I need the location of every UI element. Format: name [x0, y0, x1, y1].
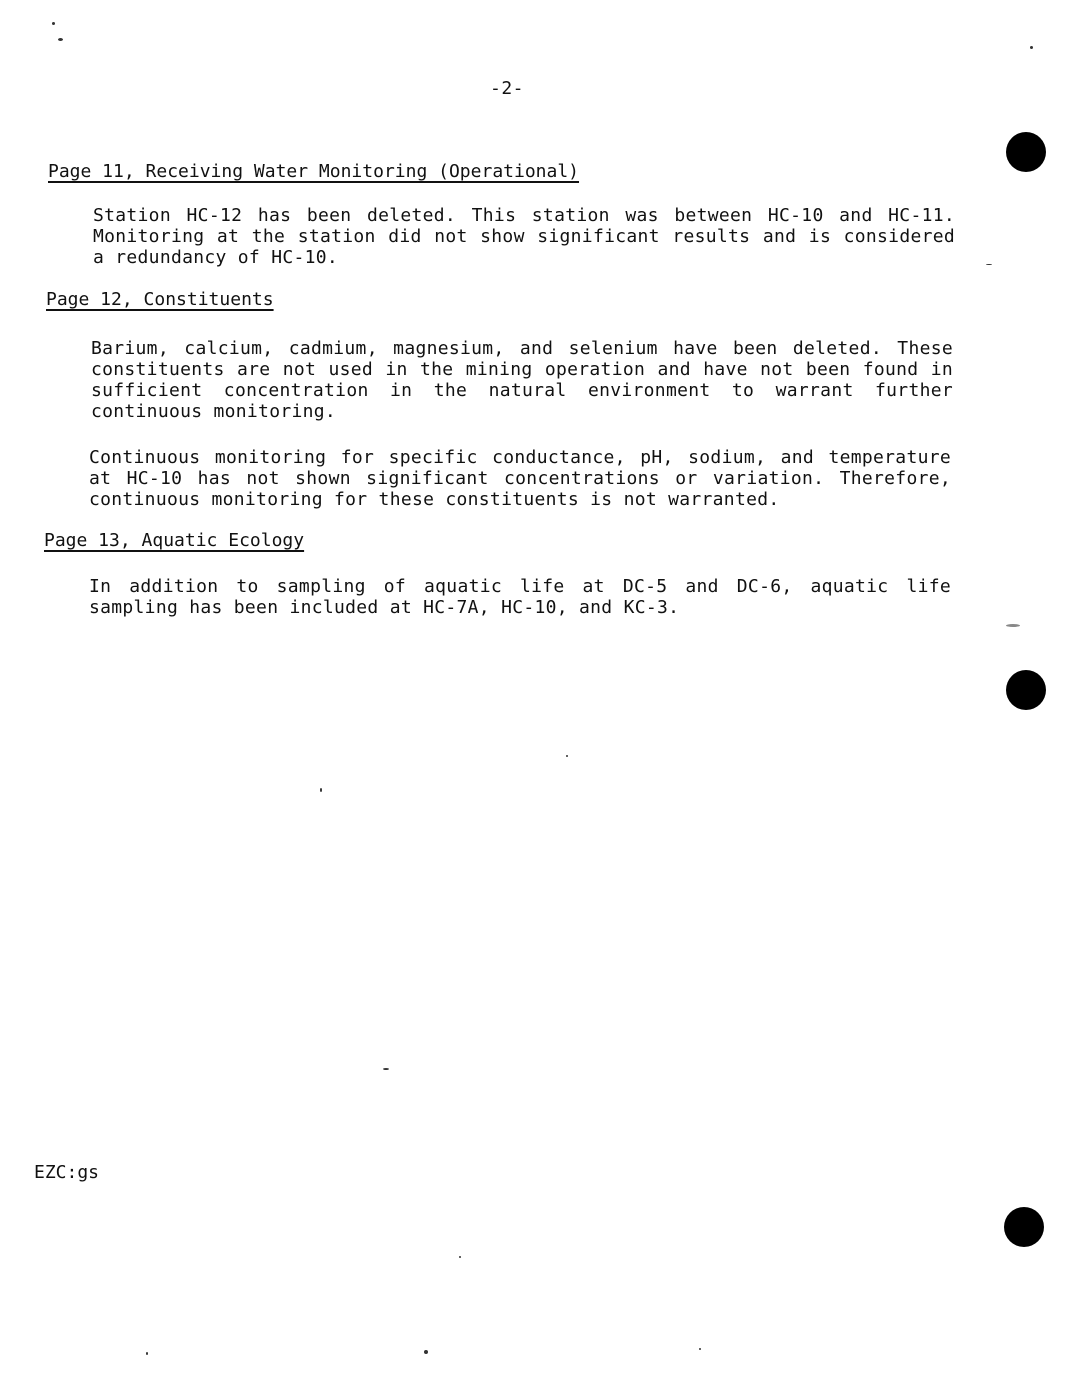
section-heading-receiving-water: Page 11, Receiving Water Monitoring (Operational)	[48, 161, 580, 182]
punch-hole-middle	[1006, 670, 1046, 710]
paragraph-constituents-deleted: Barium, calcium, cadmium, magnesium, and selenium have been deleted. These constituents are not used in the mining operation and have not been found in sufficient concentration in the natural environment to warrant further continuous monitoring.	[91, 338, 953, 422]
scan-speck	[52, 22, 55, 25]
scan-speck	[1030, 46, 1033, 49]
scan-speck	[699, 1348, 701, 1350]
paragraph-continuous-monitoring: Continuous monitoring for specific conductance, pH, sodium, and temperature at HC-10 has not shown significant concentrations or variation. Therefore, continuous monitoring for these constituents is not warranted.	[89, 447, 951, 510]
scan-speck	[424, 1350, 428, 1354]
punch-hole-bottom	[1004, 1207, 1044, 1247]
typist-initials: EZC:gs	[34, 1162, 100, 1183]
page-number: -2-	[490, 78, 525, 99]
scan-speck	[566, 755, 568, 757]
scan-speck	[383, 1068, 389, 1070]
punch-hole-top	[1006, 132, 1046, 172]
scan-speck	[459, 1256, 461, 1258]
scan-speck	[986, 264, 992, 265]
paragraph-station-deleted: Station HC-12 has been deleted. This station was between HC-10 and HC-11. Monitoring at the station did not show significant results and is considered a redundancy of HC-10.	[93, 205, 955, 268]
section-heading-aquatic-ecology: Page 13, Aquatic Ecology	[44, 530, 305, 551]
section-heading-constituents: Page 12, Constituents	[46, 289, 274, 310]
paragraph-aquatic-sampling: In addition to sampling of aquatic life at DC-5 and DC-6, aquatic life sampling has been included at HC-7A, HC-10, and KC-3.	[89, 576, 951, 618]
scan-speck	[1006, 624, 1020, 627]
scan-speck	[320, 788, 322, 792]
scan-speck	[146, 1352, 148, 1355]
scan-speck	[58, 38, 63, 41]
